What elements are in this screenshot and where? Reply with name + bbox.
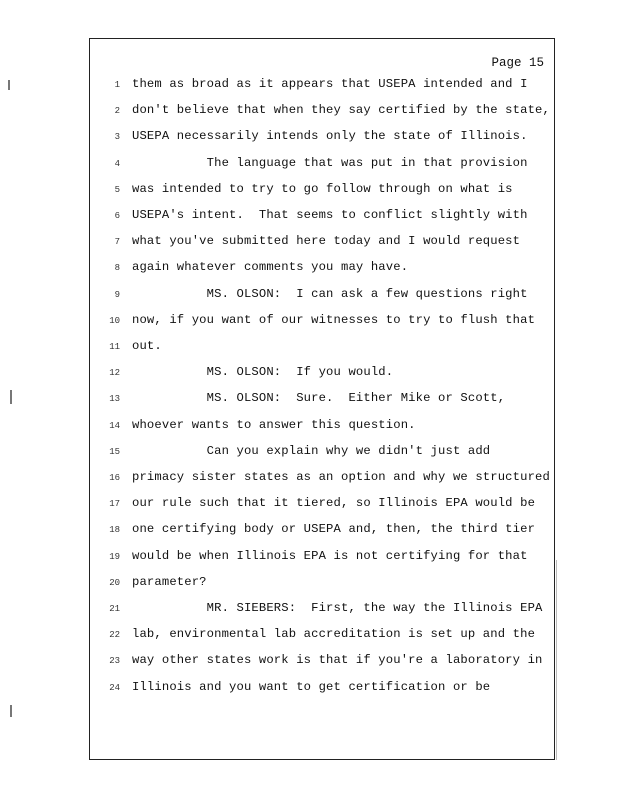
transcript-line (90, 680, 554, 706)
line-text: whoever wants to answer this question. (132, 417, 416, 432)
transcript-line (90, 549, 554, 575)
line-text: USEPA necessarily intends only the state of Illinois. (132, 129, 528, 144)
line-text: Illinois and you want to get certification or be (132, 679, 491, 694)
line-number: 15 (109, 446, 120, 457)
line-text: our rule such that it tiered, so Illinois EPA would be (132, 496, 536, 511)
line-number: 5 (114, 184, 120, 195)
line-text: one certifying body or USEPA and, then, the third tier (132, 522, 536, 537)
transcript-line (90, 601, 554, 627)
line-text: MS. OLSON: Sure. Either Mike or Scott, (132, 391, 506, 406)
line-number: 8 (114, 263, 120, 274)
line-number: 3 (114, 132, 120, 143)
line-number: 10 (109, 315, 120, 326)
transcript-line (90, 627, 554, 653)
line-number: 4 (114, 158, 120, 169)
line-text: MR. SIEBERS: First, the way the Illinois EPA (132, 601, 543, 615)
scan-speck (556, 560, 557, 760)
line-number: 18 (109, 525, 120, 536)
line-text: out. (132, 339, 162, 353)
line-text: USEPA's intent. That seems to conflict slightly with (132, 208, 528, 222)
line-number: 13 (109, 394, 120, 405)
transcript-line (90, 470, 554, 496)
line-number: 19 (109, 551, 120, 562)
line-text: was intended to try to go follow through on what is (132, 181, 513, 196)
line-text: Can you explain why we didn't just add (132, 443, 491, 458)
line-number: 6 (114, 211, 120, 221)
line-number: 22 (109, 630, 120, 641)
transcript-line (90, 418, 554, 444)
line-text: primacy sister states as an option and why we structured (132, 470, 550, 484)
line-text: again whatever comments you may have. (132, 260, 409, 275)
transcript-line (90, 339, 554, 365)
line-text: The language that was put in that provision (132, 155, 528, 170)
line-text: would be when Illinois EPA is not certifying for that (132, 548, 528, 563)
transcript-line (90, 103, 554, 129)
transcript-line (90, 156, 554, 182)
line-text: them as broad as it appears that USEPA intended and I (132, 77, 528, 91)
transcript-line (90, 575, 554, 601)
transcript-line (90, 182, 554, 208)
scan-speck (10, 390, 12, 404)
line-number: 20 (109, 577, 120, 588)
line-text: lab, environmental lab accreditation is set up and the (132, 627, 536, 642)
transcript-line (90, 234, 554, 260)
transcript-line (90, 496, 554, 522)
line-text: MS. OLSON: If you would. (132, 365, 394, 380)
transcript-line (90, 287, 554, 313)
transcript-line (90, 129, 554, 155)
transcript-line (90, 653, 554, 679)
line-text: what you've submitted here today and I would request (132, 234, 521, 249)
transcript-line (90, 391, 554, 417)
transcript-line (90, 77, 554, 103)
scan-speck (10, 705, 12, 717)
line-number: 21 (109, 604, 120, 614)
line-text: way other states work is that if you're a laboratory in (132, 653, 543, 668)
transcript-line (90, 208, 554, 234)
line-text: MS. OLSON: I can ask a few questions right (132, 286, 528, 301)
transcript-line (90, 260, 554, 286)
scan-speck (8, 80, 10, 90)
line-number: 9 (114, 289, 120, 300)
line-number: 11 (109, 342, 120, 352)
line-number: 16 (109, 473, 120, 483)
line-number: 24 (109, 682, 120, 693)
line-text: parameter? (132, 574, 207, 589)
transcript-page (89, 38, 555, 760)
line-number: 2 (114, 106, 120, 117)
transcript-line (90, 313, 554, 339)
line-number: 17 (109, 499, 120, 510)
line-number: 12 (109, 368, 120, 379)
line-text: now, if you want of our witnesses to try to flush that (132, 312, 536, 327)
transcript-line (90, 522, 554, 548)
line-number: 7 (114, 237, 120, 248)
line-text: don't believe that when they say certified by the state, (132, 103, 550, 118)
transcript-line (90, 444, 554, 470)
line-number: 14 (109, 420, 120, 431)
line-number: 1 (114, 80, 120, 90)
line-number: 23 (109, 656, 120, 667)
transcript-line (90, 365, 554, 391)
page-number: Page 15 (491, 56, 544, 70)
